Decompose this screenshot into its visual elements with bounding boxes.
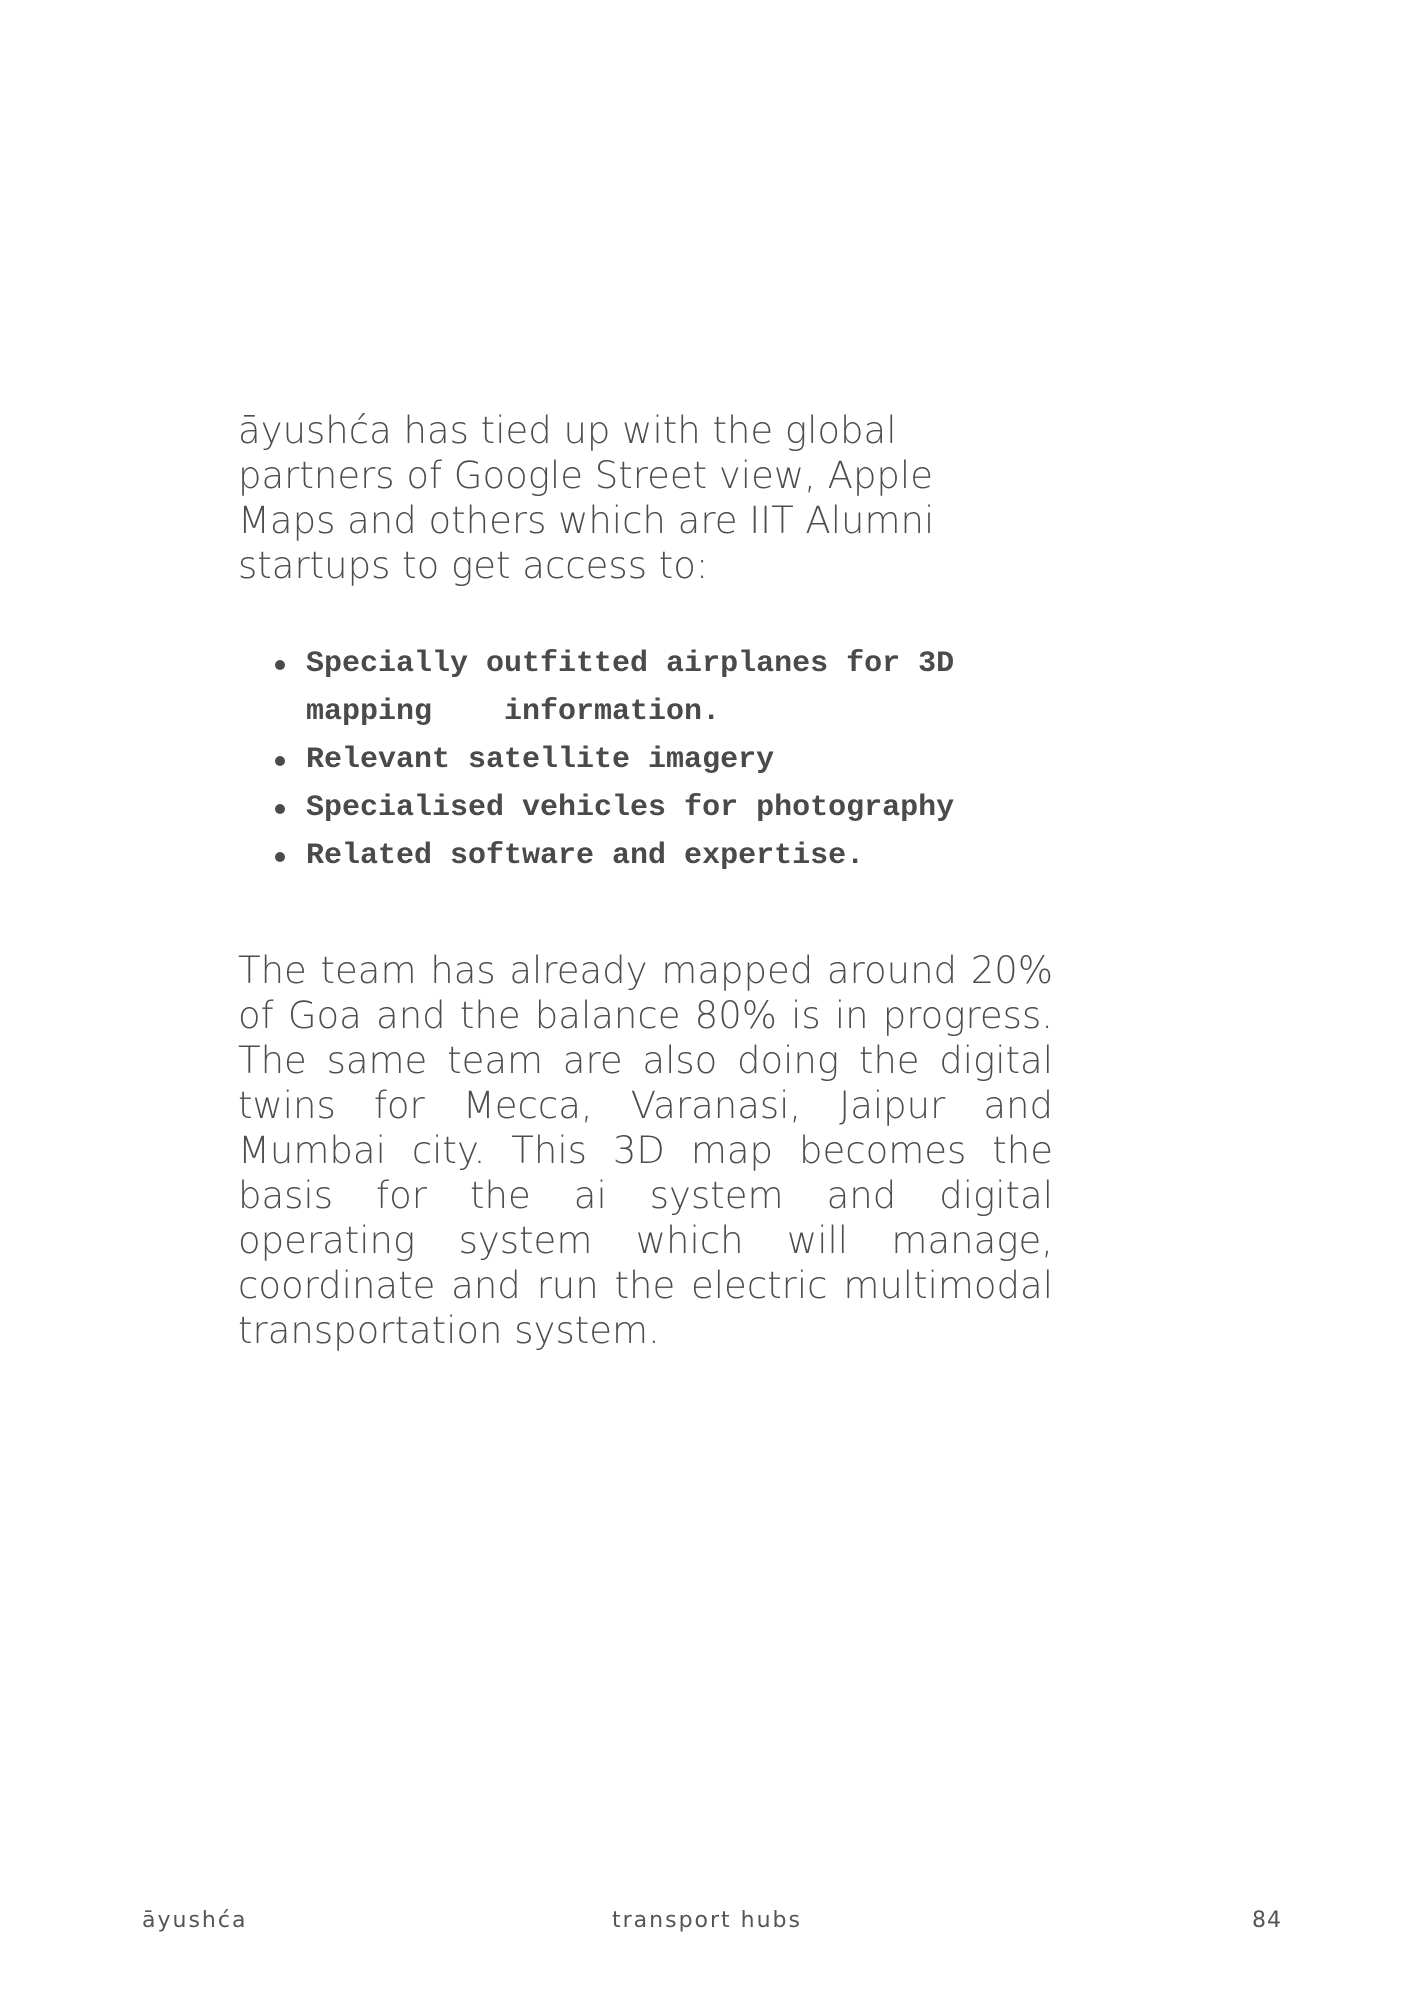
list-item: Related software and expertise. <box>306 832 998 880</box>
intro-paragraph: āyushća has tied up with the global partners of Google Street view, Apple Maps and others which are IIT Alumni startups to get access to: <box>238 409 935 587</box>
list-item: Specialised vehicles for photography <box>306 784 998 832</box>
list-item <box>306 640 998 736</box>
page-number: 84 <box>1252 1908 1282 1933</box>
footer-section-title: transport hubs <box>612 1908 802 1933</box>
list-item: Relevant satellite imagery <box>306 736 998 784</box>
access-list <box>238 640 998 880</box>
list-item-text: Specially outfitted airplanes for 3D mapping <box>306 647 955 729</box>
list-item-text-continued: information. <box>504 695 721 729</box>
body-paragraph: The team has already mapped around 20% of Goa and the balance 80% is in progress. The same team are also doing the digital twins for Mecca, Varanasi, Jaipur and Mumbai city. This 3D map becomes the basis for the ai system and digital operating system which will manage, coordinate and run the electric multimodal transportation system. <box>238 949 1053 1352</box>
footer-brand: āyushća <box>142 1908 248 1933</box>
